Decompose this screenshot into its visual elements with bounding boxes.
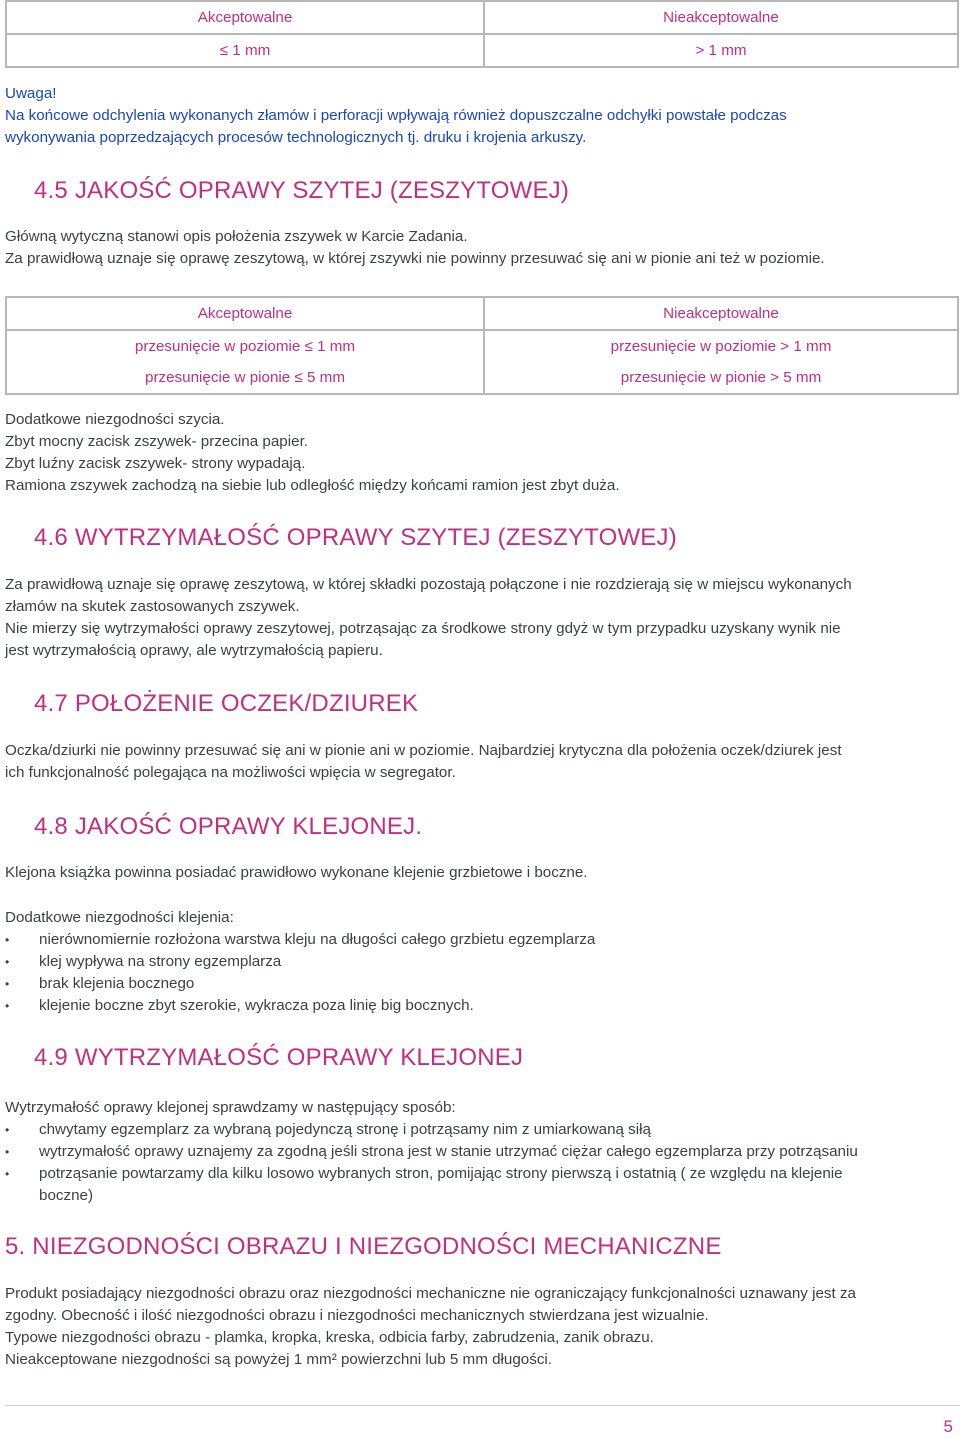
- paragraph: Klejona książka powinna posiadać prawidłowo wykonane klejenie grzbietowe i boczne.: [5, 864, 588, 881]
- unacceptable-values: [484, 330, 958, 394]
- section-title: POŁOŻENIE OCZEK/DZIUREK: [74, 690, 419, 717]
- paragraph: jest wytrzymałością oprawy, ale wytrzymałością papieru.: [5, 642, 383, 659]
- acceptable-row: przesunięcie w poziomie ≤ 1 mm: [134, 338, 356, 355]
- unacceptable-row: przesunięcie w poziomie > 1 mm: [610, 338, 832, 355]
- unacceptable-header: Nieakceptowalne: [484, 1, 958, 34]
- paragraph: Dodatkowe niezgodności szycia.: [5, 411, 225, 428]
- paragraph: Nieakceptowane niezgodności są powyżej 1 mm² powierzchni lub 5 mm długości.: [5, 1351, 553, 1368]
- acceptable-header: Akceptowalne: [6, 1, 484, 34]
- acceptable-value: ≤ 1 mm: [6, 34, 484, 67]
- stitching-notes: [5, 409, 620, 497]
- acceptable-row: przesunięcie w pionie ≤ 5 mm: [145, 369, 345, 386]
- section-number: 4.8: [34, 813, 68, 840]
- section-number: 4.9: [34, 1044, 68, 1071]
- paragraph: Za prawidłową uznaje się oprawę zeszytową, w której zszywki nie powinny przesuwać się ani w pionie ani też w poziomie.: [5, 250, 825, 267]
- paragraph: Oczka/dziurki nie powinny przesuwać się ani w pionie ani w poziomie. Najbardziej krytyczna dla położenia oczek/dziurek jest: [5, 742, 842, 759]
- paragraph: Za prawidłową uznaje się oprawę zeszytową, w której składki pozostają połączone i nie rozdzierają się w miejscu wykonanych: [5, 576, 852, 593]
- section-5-body: [5, 1283, 856, 1371]
- tolerance-table-stitch: [5, 296, 959, 395]
- section-4-6-body: [5, 574, 852, 662]
- paragraph: Dodatkowe niezgodności klejenia:: [5, 909, 234, 926]
- note-label: Uwaga!: [5, 85, 57, 102]
- section-4-5-body: [5, 226, 825, 270]
- section-title: JAKOŚĆ OPRAWY KLEJONEJ.: [74, 813, 423, 840]
- list-item: • klej wypływa na strony egzemplarza: [5, 951, 955, 973]
- paragraph: Ramiona zszywek zachodzą na siebie lub odległość między końcami ramion jest zbyt duża.: [5, 477, 620, 494]
- section-title: WYTRZYMAŁOŚĆ OPRAWY KLEJONEJ: [74, 1044, 524, 1071]
- paragraph: zgodny. Obecność i ilość niezgodności obrazu i niezgodności mechanicznych stwierdzana jest wizualnie.: [5, 1307, 709, 1324]
- tolerance-table-fold: [5, 0, 959, 68]
- paragraph: Główną wytyczną stanowi opis położenia zszywek w Karcie Zadania.: [5, 228, 468, 245]
- section-4-8-list-intro: [5, 907, 234, 929]
- paragraph: złamów na skutek zastosowanych zszywek.: [5, 598, 300, 615]
- paragraph: Zbyt luźny zacisk zszywek- strony wypadają.: [5, 455, 306, 472]
- section-heading-4-5: [34, 177, 569, 205]
- page-number: 5: [943, 1417, 953, 1436]
- section-title: WYTRZYMAŁOŚĆ OPRAWY SZYTEJ (ZESZYTOWEJ): [74, 524, 677, 551]
- section-number: 5.: [5, 1233, 26, 1260]
- note-line: wykonywania poprzedzających procesów technologicznych tj. druku i krojenia arkuszy.: [5, 129, 587, 146]
- list-item: • brak klejenia bocznego: [5, 973, 955, 995]
- paragraph: Nie mierzy się wytrzymałości oprawy zeszytowej, potrząsając za środkowe strony gdyż w tym przypadku uzyskany wynik nie: [5, 620, 841, 637]
- section-heading-4-7: [34, 690, 418, 718]
- paragraph: Zbyt mocny zacisk zszywek- przecina papier.: [5, 433, 309, 450]
- paragraph: boczne): [39, 1187, 94, 1204]
- list-item: • wytrzymałość oprawy uznajemy za zgodną jeśli strona jest w stanie utrzymać ciężar całego egzemplarza przy potrząsaniu: [5, 1141, 955, 1163]
- section-heading-5: [5, 1233, 722, 1261]
- strength-test-list: [5, 1119, 955, 1185]
- acceptable-values: [6, 330, 484, 394]
- unacceptable-row: przesunięcie w pionie > 5 mm: [620, 369, 822, 386]
- section-heading-4-9: [34, 1044, 523, 1072]
- section-4-9-body: [5, 1097, 456, 1119]
- footer-divider: [5, 1405, 960, 1406]
- section-4-7-body: [5, 740, 842, 784]
- section-number: 4.5: [34, 177, 68, 204]
- list-item: • klejenie boczne zbyt szerokie, wykracza poza linię big bocznych.: [5, 995, 955, 1017]
- section-4-8-body: [5, 862, 588, 884]
- paragraph: Wytrzymałość oprawy klejonej sprawdzamy w następujący sposób:: [5, 1099, 456, 1116]
- section-title: JAKOŚĆ OPRAWY SZYTEJ (ZESZYTOWEJ): [74, 177, 570, 204]
- section-heading-4-8: [34, 813, 422, 841]
- unacceptable-header: Nieakceptowalne: [484, 297, 958, 330]
- gluing-defects-list: [5, 929, 955, 1017]
- paragraph: ich funkcjonalność polegająca na możliwości wpięcia w segregator.: [5, 764, 456, 781]
- note-block: [5, 83, 787, 149]
- section-number: 4.7: [34, 690, 68, 717]
- list-item: • chwytamy egzemplarz za wybraną pojedynczą stronę i potrząsamy nim z umiarkowaną siłą: [5, 1119, 955, 1141]
- section-heading-4-6: [34, 524, 677, 552]
- paragraph: Typowe niezgodności obrazu - plamka, kropka, kreska, odbicia farby, zabrudzenia, zanik obrazu.: [5, 1329, 654, 1346]
- note-line: Na końcowe odchylenia wykonanych złamów i perforacji wpływają również dopuszczalne odchyłki powstałe podczas: [5, 107, 787, 124]
- list-continuation: [39, 1185, 93, 1207]
- acceptable-header: Akceptowalne: [6, 297, 484, 330]
- paragraph: Produkt posiadający niezgodności obrazu oraz niezgodności mechaniczne nie ograniczający funkcjonalności uznawany jest za: [5, 1285, 856, 1302]
- list-item: • nierównomiernie rozłożona warstwa kleju na długości całego grzbietu egzemplarza: [5, 929, 955, 951]
- list-item: • potrząsanie powtarzamy dla kilku losowo wybranych stron, pomijając strony pierwszą i ostatnią ( ze względu na klejenie: [5, 1163, 955, 1185]
- section-number: 4.6: [34, 524, 68, 551]
- section-title: NIEZGODNOŚCI OBRAZU I NIEZGODNOŚCI MECHANICZNE: [32, 1233, 722, 1260]
- unacceptable-value: > 1 mm: [484, 34, 958, 67]
